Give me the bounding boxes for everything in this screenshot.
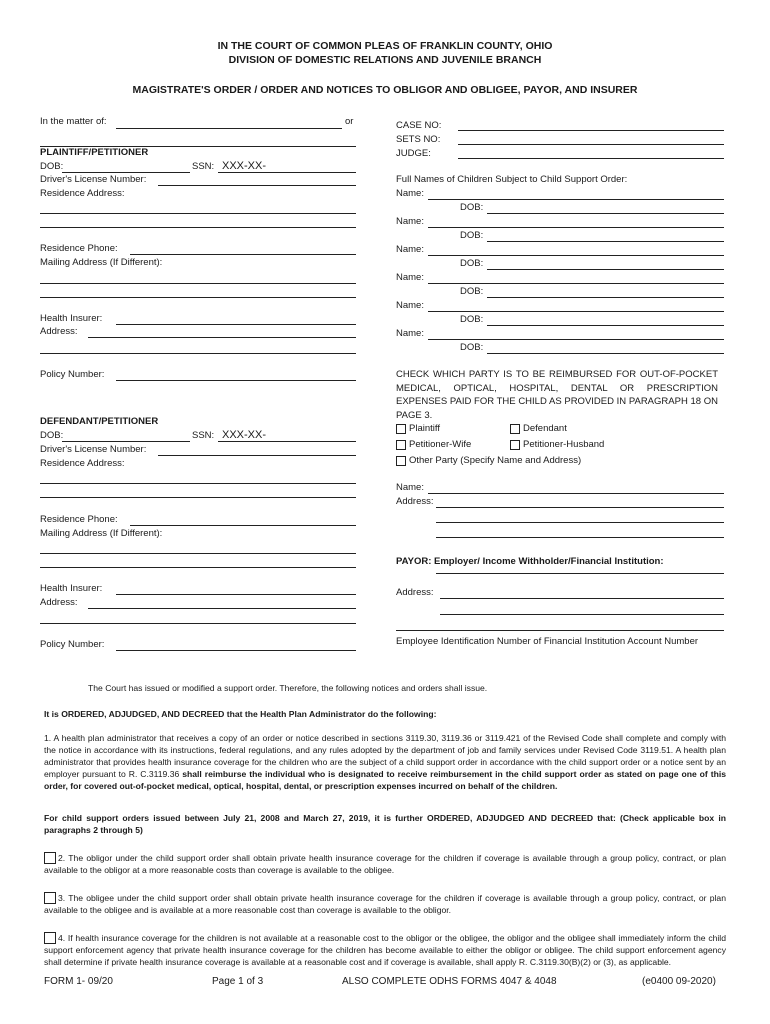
between-dates-text: For child support orders issued between July 21, 2008 and March 27, 2019, it is further ORDERED, ADJUDGED AND DECREED that: (Check applicable box in paragraphs 2 through 5): [44, 813, 726, 835]
intro-text: The Court has issued or modified a support order. Therefore, the following notices and orders shall issue.: [88, 683, 488, 693]
payor-name-field[interactable]: [436, 573, 724, 574]
child-6-dob-label: DOB:: [460, 342, 484, 353]
plaintiff-address-label: Address:: [40, 326, 78, 337]
child-5-dob-field[interactable]: [487, 325, 724, 326]
footer-page: Page 1 of 3: [212, 976, 264, 987]
defendant-ssn-value: XXX-XX-: [222, 429, 267, 441]
sets-no-field[interactable]: [458, 144, 724, 145]
defendant-insurer-field[interactable]: [116, 594, 356, 595]
defendant-policy-field[interactable]: [116, 650, 356, 651]
division-title: DIVISION OF DOMESTIC RELATIONS AND JUVENILE BRANCH: [228, 54, 542, 66]
child-5-name-field[interactable]: [428, 311, 724, 312]
defendant-mailing-line-1[interactable]: [40, 553, 356, 554]
payor-ein-label: Employee Identification Number of Financial Institution Account Number: [396, 636, 699, 647]
defendant-heading: DEFENDANT/PETITIONER: [40, 416, 159, 427]
payor-address-label: Address:: [396, 587, 434, 598]
plaintiff-address-line-2[interactable]: [40, 353, 356, 354]
child-3-dob-field[interactable]: [487, 269, 724, 270]
defendant-address-line-2[interactable]: [40, 623, 356, 624]
child-2-name-label: Name:: [396, 216, 424, 227]
plaintiff-insurer-label: Health Insurer:: [40, 313, 103, 324]
petitioner-husband-label: Petitioner-Husband: [523, 439, 605, 450]
payor-address-field[interactable]: [440, 598, 724, 599]
case-no-field[interactable]: [458, 130, 724, 131]
judge-label: JUDGE:: [396, 148, 431, 159]
plaintiff-license-label: Driver's License Number:: [40, 174, 147, 185]
plaintiff-residence-label: Residence Address:: [40, 188, 125, 199]
child-4-dob-label: DOB:: [460, 286, 484, 297]
petitioner-wife-checkbox[interactable]: [396, 440, 406, 450]
plaintiff-mailing-label: Mailing Address (If Different):: [40, 257, 163, 268]
defendant-license-field[interactable]: [158, 455, 356, 456]
court-title: IN THE COURT OF COMMON PLEAS OF FRANKLIN COUNTY, OHIO: [217, 40, 553, 52]
other-name-label: Name:: [396, 482, 424, 493]
defendant-insurer-label: Health Insurer:: [40, 583, 103, 594]
other-party-label: Other Party (Specify Name and Address): [409, 455, 582, 466]
child-4-name-field[interactable]: [428, 283, 724, 284]
other-address-field[interactable]: [436, 507, 724, 508]
defendant-checkbox-label: Defendant: [523, 423, 567, 434]
child-2-dob-label: DOB:: [460, 230, 484, 241]
children-heading: Full Names of Children Subject to Child Support Order:: [396, 174, 628, 185]
matter-field[interactable]: [116, 128, 342, 129]
child-1-name-field[interactable]: [428, 199, 724, 200]
defendant-policy-label: Policy Number:: [40, 639, 105, 650]
plaintiff-insurer-field[interactable]: [116, 324, 356, 325]
child-1-name-label: Name:: [396, 188, 424, 199]
defendant-dob-label: DOB:: [40, 430, 64, 441]
child-1-dob-field[interactable]: [487, 213, 724, 214]
child-2-name-field[interactable]: [428, 227, 724, 228]
plaintiff-checkbox-label: Plaintiff: [409, 423, 440, 434]
matter-label: In the matter of:: [40, 116, 107, 127]
plaintiff-ssn-value: XXX-XX-: [222, 160, 267, 172]
plaintiff-policy-label: Policy Number:: [40, 369, 105, 380]
other-address-line-2[interactable]: [436, 522, 724, 523]
defendant-address-label: Address:: [40, 597, 78, 608]
other-address-label: Address:: [396, 496, 434, 507]
footer-form: FORM 1- 09/20: [44, 976, 113, 987]
child-4-name-label: Name:: [396, 272, 424, 283]
defendant-ssn-field[interactable]: [218, 441, 356, 442]
plaintiff-policy-field[interactable]: [116, 380, 356, 381]
plaintiff-mailing-line-2[interactable]: [40, 297, 356, 298]
defendant-phone-field[interactable]: [130, 525, 356, 526]
plaintiff-heading: PLAINTIFF/PETITIONER: [40, 147, 149, 158]
payor-address-line-3[interactable]: [396, 630, 724, 631]
child-3-dob-label: DOB:: [460, 258, 484, 269]
petitioner-husband-checkbox[interactable]: [510, 440, 520, 450]
child-2-dob-field[interactable]: [487, 241, 724, 242]
child-6-name-label: Name:: [396, 328, 424, 339]
paragraph-1: [44, 732, 726, 792]
defendant-checkbox[interactable]: [510, 424, 520, 434]
case-no-label: CASE NO:: [396, 120, 442, 131]
plaintiff-dob-field[interactable]: [62, 172, 190, 173]
matter-or: or: [345, 116, 354, 127]
other-name-field[interactable]: [428, 493, 724, 494]
footer-also: ALSO COMPLETE ODHS FORMS 4047 & 4048: [342, 976, 557, 987]
plaintiff-phone-field[interactable]: [130, 254, 356, 255]
defendant-residence-line-1[interactable]: [40, 483, 356, 484]
child-5-dob-label: DOB:: [460, 314, 484, 325]
paragraph-2: 2. The obligor under the child support order shall obtain private health insurance coverage for the children if coverage is available through a group policy, contract, or plan available to the obligor at a more reasonable costs than coverage is available to the obligee.: [44, 853, 726, 875]
paragraph-4: 4. If health insurance coverage for the children is not available at a reasonable cost to the obligor or the obligee, the obligor and the obligee shall immediately inform the child support enforcement agency that private health insurance coverage for the children has become available to either the obligor or obligee. The child support enforcement agency shall determine if private health insurance coverage is available at a reasonable cost and if coverage is available, shall apply R. C.3119.30(B)(2) or (3), as applicable.: [44, 933, 726, 967]
sets-no-label: SETS NO:: [396, 134, 441, 145]
reimburse-instructions: CHECK WHICH PARTY IS TO BE REIMBURSED FOR OUT-OF-POCKET MEDICAL, OPTICAL, HOSPITAL, DENTAL OR PRESCRIPTION EXPENSES PAID FOR THE CHILD AS PROVIDED IN PARAGRAPH 18 ON PAGE 3.: [396, 369, 718, 421]
plaintiff-residence-line-1[interactable]: [40, 213, 356, 214]
defendant-mailing-label: Mailing Address (If Different):: [40, 528, 163, 539]
payor-heading: PAYOR: Employer/ Income Withholder/Financial Institution:: [396, 556, 664, 567]
child-3-name-field[interactable]: [428, 255, 724, 256]
defendant-ssn-label: SSN:: [192, 430, 215, 441]
plaintiff-checkbox[interactable]: [396, 424, 406, 434]
payor-address-line-2[interactable]: [440, 614, 724, 615]
paragraph-1-text: 1. A health plan administrator that receives a copy of an order or notice described in sections 3119.30, 3119.36 or 3119.421 of the Revised Code shall complete and comply with the notice in accordance with its instructions, federal regulations, and any rules adopted by the department of job and family services under Revised Code 3119.51. A health plan administrator that provides health insurance coverage for the children who are the subject of a child support order in accordance with the child support order or a notice sent by an employer pursuant to R. C.3119.36: [44, 733, 726, 779]
defendant-mailing-line-2[interactable]: [40, 567, 356, 568]
judge-field[interactable]: [458, 158, 724, 159]
other-party-checkbox[interactable]: [396, 456, 406, 466]
defendant-address-field[interactable]: [88, 608, 356, 609]
form-title: MAGISTRATE'S ORDER / ORDER AND NOTICES TO OBLIGOR AND OBLIGEE, PAYOR, AND INSURER: [132, 84, 638, 96]
defendant-license-label: Driver's License Number:: [40, 444, 147, 455]
paragraph-1-bold: shall reimburse the individual who is designated to receive reimbursement in the child support order as stated on page one of this order, for covered out-of-pocket medical, optical, hospital, dental, or prescription expenses incurred on behalf of the children.: [44, 769, 726, 791]
plaintiff-address-field[interactable]: [88, 337, 356, 338]
child-5-name-label: Name:: [396, 300, 424, 311]
plaintiff-ssn-label: SSN:: [192, 161, 215, 172]
plaintiff-residence-line-2[interactable]: [40, 227, 356, 228]
footer-code: (e0400 09-2020): [642, 976, 716, 987]
paragraph-3: 3. The obligee under the child support order shall obtain private health insurance coverage for the children if coverage is available through a group policy, contract, or plan available to the obligee and is available at a more reasonable cost than coverage is available to the obligor.: [44, 893, 726, 915]
ordered-text: It is ORDERED, ADJUDGED, AND DECREED that the Health Plan Administrator do the following:: [44, 709, 437, 719]
plaintiff-ssn-field[interactable]: [218, 172, 356, 173]
other-address-line-3[interactable]: [436, 537, 724, 538]
plaintiff-phone-label: Residence Phone:: [40, 243, 118, 254]
plaintiff-mailing-line-1[interactable]: [40, 283, 356, 284]
defendant-phone-label: Residence Phone:: [40, 514, 118, 525]
child-3-name-label: Name:: [396, 244, 424, 255]
defendant-residence-line-2[interactable]: [40, 497, 356, 498]
petitioner-wife-label: Petitioner-Wife: [409, 439, 472, 450]
child-6-dob-field[interactable]: [487, 353, 724, 354]
plaintiff-dob-label: DOB:: [40, 161, 64, 172]
plaintiff-license-field[interactable]: [158, 185, 356, 186]
defendant-dob-field[interactable]: [62, 441, 190, 442]
defendant-residence-label: Residence Address:: [40, 458, 125, 469]
child-6-name-field[interactable]: [428, 339, 724, 340]
child-4-dob-field[interactable]: [487, 297, 724, 298]
child-1-dob-label: DOB:: [460, 202, 484, 213]
